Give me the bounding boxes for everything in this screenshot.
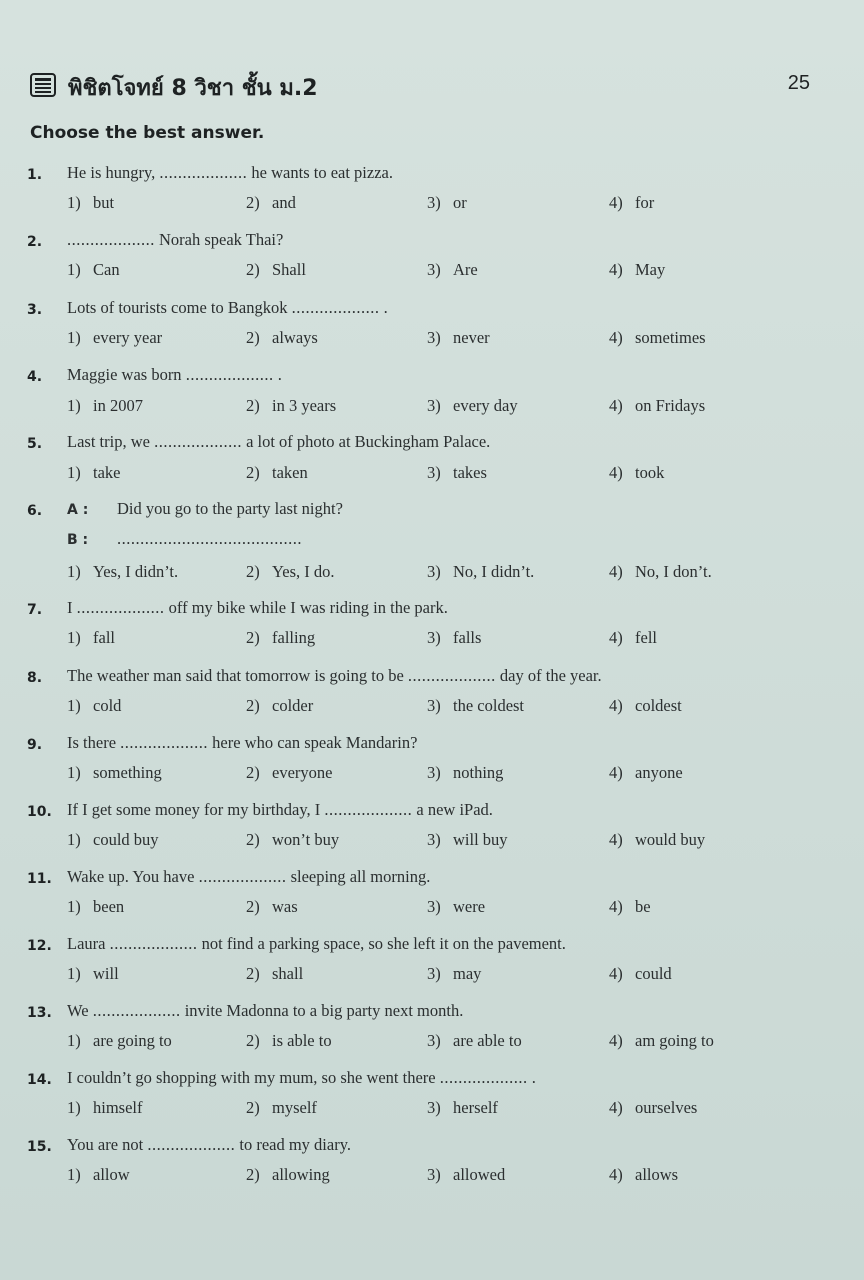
option-text: may [453, 964, 482, 983]
option-text: colder [272, 696, 314, 715]
option-text: was [272, 897, 298, 916]
answer-option [67, 830, 159, 850]
option-text: be [635, 897, 651, 916]
option-text: falls [453, 628, 482, 647]
option-number: 1) [67, 328, 81, 347]
option-text: allowing [272, 1165, 330, 1184]
option-text: Can [93, 260, 120, 279]
option-text: allows [635, 1165, 679, 1184]
answer-blank: ................... [198, 867, 287, 886]
answer-option [246, 328, 318, 348]
option-number: 2) [246, 328, 260, 347]
answer-option [609, 562, 712, 582]
answer-option [609, 1165, 678, 1185]
stem-after: . [379, 298, 388, 317]
option-text: every year [93, 328, 163, 347]
option-text: would buy [635, 830, 706, 849]
option-text: won’t buy [272, 830, 340, 849]
stem-after: off my bike while I was riding in the park. [164, 598, 448, 617]
option-text: allowed [453, 1165, 506, 1184]
stem-before: I [67, 598, 77, 617]
option-text: every day [453, 396, 518, 415]
dialog-text-a: Did you go to the party last night? [117, 499, 343, 518]
answer-option [427, 193, 467, 213]
option-text: could [635, 964, 672, 983]
option-number: 2) [246, 897, 260, 916]
option-text: is able to [272, 1031, 332, 1050]
question-number: 4. [27, 369, 43, 385]
answer-option [67, 696, 121, 716]
question-stem [67, 733, 417, 753]
option-number: 2) [246, 830, 260, 849]
question-stem [67, 230, 283, 250]
stem-before: Laura [67, 934, 110, 953]
answer-option [609, 964, 672, 984]
answer-option [246, 562, 335, 582]
page-number: 25 [787, 72, 810, 94]
dialog-line-a [67, 499, 343, 519]
option-text: myself [272, 1098, 317, 1117]
option-text: Are [453, 260, 478, 279]
answer-option [67, 897, 124, 917]
stem-before: Lots of tourists come to Bangkok [67, 298, 292, 317]
option-number: 1) [67, 1098, 81, 1117]
question-number: 2. [27, 234, 43, 250]
option-number: 3) [427, 830, 441, 849]
answer-option [427, 897, 485, 917]
option-text: in 2007 [93, 396, 143, 415]
option-number: 2) [246, 696, 260, 715]
option-number: 1) [67, 696, 81, 715]
option-text: nothing [453, 763, 504, 782]
option-number: 1) [67, 193, 81, 212]
question-number: 3. [27, 302, 43, 318]
answer-blank: ................... [76, 598, 165, 617]
option-text: No, I don’t. [635, 562, 712, 581]
option-number: 1) [67, 830, 81, 849]
option-number: 4) [609, 193, 623, 212]
question-stem [67, 666, 602, 686]
answer-option [609, 897, 651, 917]
stem-before: If I get some money for my birthday, I [67, 800, 325, 819]
answer-option [427, 1031, 522, 1051]
option-number: 1) [67, 897, 81, 916]
option-text: never [453, 328, 490, 347]
answer-option [427, 260, 478, 280]
answer-blank: ................... [407, 666, 496, 685]
option-text: fall [93, 628, 115, 647]
book-icon [30, 73, 56, 97]
stem-after: invite Madonna to a big party next month. [180, 1001, 464, 1020]
answer-option [246, 396, 336, 416]
option-number: 1) [67, 463, 81, 482]
answer-option [246, 628, 315, 648]
stem-after: here who can speak Mandarin? [208, 733, 418, 752]
option-text: fell [635, 628, 657, 647]
option-number: 3) [427, 1031, 441, 1050]
answer-option [67, 763, 162, 783]
option-number: 1) [67, 562, 81, 581]
option-number: 4) [609, 696, 623, 715]
answer-option [246, 830, 339, 850]
question-stem [67, 432, 490, 452]
stem-before: The weather man said that tomorrow is going to be [67, 666, 408, 685]
answer-option [67, 562, 178, 582]
dialog-line-b [67, 529, 302, 549]
answer-option [67, 328, 162, 348]
stem-after: a new iPad. [412, 800, 493, 819]
option-text: in 3 years [272, 396, 337, 415]
answer-blank: ................... [147, 1135, 236, 1154]
answer-option [246, 193, 296, 213]
answer-option [427, 1098, 498, 1118]
question-stem [67, 598, 448, 618]
answer-option [609, 830, 705, 850]
answer-option [67, 463, 120, 483]
option-number: 1) [67, 1165, 81, 1184]
answer-blank: ................... [154, 432, 242, 451]
answer-option [609, 1031, 714, 1051]
stem-before: He is hungry, [67, 163, 160, 182]
answer-blank: ................... [185, 365, 274, 384]
option-text: ourselves [635, 1098, 698, 1117]
answer-option [427, 1165, 505, 1185]
answer-option [246, 696, 313, 716]
stem-after: a lot of photo at Buckingham Palace. [241, 432, 491, 451]
option-text: coldest [635, 696, 682, 715]
option-number: 3) [427, 396, 441, 415]
option-number: 3) [427, 328, 441, 347]
option-text: May [635, 260, 666, 279]
option-number: 4) [609, 328, 623, 347]
stem-after: Norah speak Thai? [154, 230, 284, 249]
question-number: 11. [27, 871, 52, 887]
answer-option [609, 628, 657, 648]
answer-option [67, 628, 115, 648]
answer-option [609, 1098, 697, 1118]
question-stem [67, 1068, 536, 1088]
question-stem [67, 298, 388, 318]
option-number: 3) [427, 628, 441, 647]
answer-option [246, 763, 332, 783]
answer-option [67, 193, 114, 213]
option-number: 3) [427, 562, 441, 581]
stem-before: Is there [67, 733, 121, 752]
answer-option [609, 396, 705, 416]
answer-option [609, 696, 682, 716]
option-text: were [453, 897, 486, 916]
answer-blank: ................... [324, 800, 413, 819]
option-number: 2) [246, 193, 260, 212]
stem-before: Last trip, we [67, 432, 155, 451]
option-number: 2) [246, 463, 260, 482]
option-number: 4) [609, 897, 623, 916]
answer-option [246, 897, 298, 917]
option-text: everyone [272, 763, 333, 782]
answer-option [246, 1098, 317, 1118]
option-text: No, I didn’t. [453, 562, 535, 581]
stem-after: not find a parking space, so she left it on the pavement. [197, 934, 566, 953]
question-number: 6. [27, 503, 43, 519]
answer-blank: ................... [439, 1068, 528, 1087]
question-number: 8. [27, 670, 43, 686]
stem-before: Maggie was born [67, 365, 186, 384]
option-text: are going to [93, 1031, 172, 1050]
answer-option [609, 763, 683, 783]
option-text: or [453, 193, 467, 212]
option-text: taken [272, 463, 308, 482]
option-text: and [272, 193, 296, 212]
answer-option [427, 628, 481, 648]
option-number: 1) [67, 763, 81, 782]
answer-blank: ................... [120, 733, 209, 752]
question-stem [67, 1001, 463, 1021]
option-text: Yes, I do. [272, 562, 335, 581]
option-number: 3) [427, 1098, 441, 1117]
question-stem [67, 163, 393, 183]
option-text: allow [93, 1165, 130, 1184]
option-text: am going to [635, 1031, 714, 1050]
option-text: Shall [272, 260, 306, 279]
option-number: 1) [67, 260, 81, 279]
option-number: 1) [67, 964, 81, 983]
stem-after: day of the year. [495, 666, 602, 685]
option-text: always [272, 328, 318, 347]
option-text: take [93, 463, 121, 482]
answer-option [67, 1165, 130, 1185]
option-text: takes [453, 463, 487, 482]
stem-after: sleeping all morning. [286, 867, 431, 886]
option-number: 3) [427, 1165, 441, 1184]
stem-after: . [527, 1068, 536, 1087]
stem-before: Wake up. You have [67, 867, 199, 886]
answer-option [246, 964, 303, 984]
answer-option [427, 763, 503, 783]
option-number: 1) [67, 628, 81, 647]
answer-blank: ................... [109, 934, 198, 953]
answer-blank: ........................................ [117, 529, 302, 548]
answer-option [427, 696, 524, 716]
answer-option [427, 562, 534, 582]
option-number: 1) [67, 396, 81, 415]
option-text: something [93, 763, 162, 782]
option-text: the coldest [453, 696, 525, 715]
option-text: will [93, 964, 119, 983]
question-stem [67, 800, 493, 820]
option-text: will buy [453, 830, 508, 849]
question-number: 12. [27, 938, 52, 954]
option-text: on Fridays [635, 396, 706, 415]
option-text: could buy [93, 830, 159, 849]
option-number: 2) [246, 1031, 260, 1050]
option-text: Yes, I didn’t. [93, 562, 179, 581]
option-text: herself [453, 1098, 498, 1117]
answer-option [67, 964, 119, 984]
option-text: himself [93, 1098, 143, 1117]
answer-blank: ................... [67, 230, 155, 249]
question-number: 13. [27, 1005, 52, 1021]
answer-option [427, 964, 481, 984]
question-number: 10. [27, 804, 52, 820]
option-text: cold [93, 696, 122, 715]
answer-option [67, 396, 143, 416]
option-number: 4) [609, 260, 623, 279]
option-number: 3) [427, 696, 441, 715]
option-number: 3) [427, 463, 441, 482]
answer-option [427, 396, 518, 416]
option-text: are able to [453, 1031, 522, 1050]
stem-after: he wants to eat pizza. [247, 163, 393, 182]
answer-blank: ................... [159, 163, 248, 182]
option-text: for [635, 193, 655, 212]
option-number: 4) [609, 1165, 623, 1184]
option-text: been [93, 897, 125, 916]
dialog-speaker-b: B : [67, 532, 89, 548]
question-number: 15. [27, 1139, 52, 1155]
option-text: shall [272, 964, 304, 983]
page-header [30, 70, 810, 104]
stem-before: I couldn’t go shopping with my mum, so she went there [67, 1068, 440, 1087]
question-number: 7. [27, 602, 43, 618]
option-number: 4) [609, 830, 623, 849]
answer-blank: ................... [291, 298, 380, 317]
question-number: 14. [27, 1072, 52, 1088]
stem-before: We [67, 1001, 93, 1020]
option-number: 4) [609, 628, 623, 647]
option-number: 4) [609, 763, 623, 782]
answer-option [67, 1098, 143, 1118]
option-number: 4) [609, 964, 623, 983]
answer-option [246, 463, 308, 483]
question-stem [67, 934, 566, 954]
answer-option [609, 260, 665, 280]
option-number: 2) [246, 260, 260, 279]
question-number: 5. [27, 436, 43, 452]
option-text: sometimes [635, 328, 706, 347]
dialog-speaker-a: A : [67, 502, 89, 518]
stem-before: You are not [67, 1135, 148, 1154]
stem-after: to read my diary. [235, 1135, 352, 1154]
question-stem [67, 867, 430, 887]
option-text: falling [272, 628, 316, 647]
option-text: took [635, 463, 665, 482]
answer-option [609, 193, 654, 213]
option-text: anyone [635, 763, 683, 782]
option-number: 2) [246, 763, 260, 782]
answer-blank: ................... [92, 1001, 181, 1020]
question-number: 9. [27, 737, 43, 753]
answer-option [246, 1165, 330, 1185]
option-number: 2) [246, 628, 260, 647]
answer-option [246, 1031, 332, 1051]
question-stem [67, 1135, 351, 1155]
answer-option [609, 463, 664, 483]
option-text: but [93, 193, 115, 212]
option-number: 4) [609, 463, 623, 482]
instruction-heading: Choose the best answer. [30, 123, 265, 143]
option-number: 3) [427, 897, 441, 916]
option-number: 4) [609, 396, 623, 415]
option-number: 3) [427, 763, 441, 782]
option-number: 1) [67, 1031, 81, 1050]
option-number: 3) [427, 193, 441, 212]
header-title: พิชิตโจทย์ 8 วิชา ชั้น ม.2 [68, 76, 318, 101]
answer-option [67, 260, 120, 280]
option-number: 4) [609, 1031, 623, 1050]
option-number: 2) [246, 1165, 260, 1184]
option-number: 2) [246, 562, 260, 581]
option-number: 4) [609, 1098, 623, 1117]
option-number: 3) [427, 964, 441, 983]
answer-option [427, 830, 508, 850]
answer-option [609, 328, 706, 348]
question-stem [67, 365, 282, 385]
option-number: 3) [427, 260, 441, 279]
answer-option [427, 463, 487, 483]
option-number: 2) [246, 964, 260, 983]
answer-option [67, 1031, 172, 1051]
answer-option [246, 260, 306, 280]
question-number: 1. [27, 167, 43, 183]
option-number: 2) [246, 396, 260, 415]
answer-option [427, 328, 490, 348]
option-number: 4) [609, 562, 623, 581]
stem-after: . [273, 365, 282, 384]
option-number: 2) [246, 1098, 260, 1117]
